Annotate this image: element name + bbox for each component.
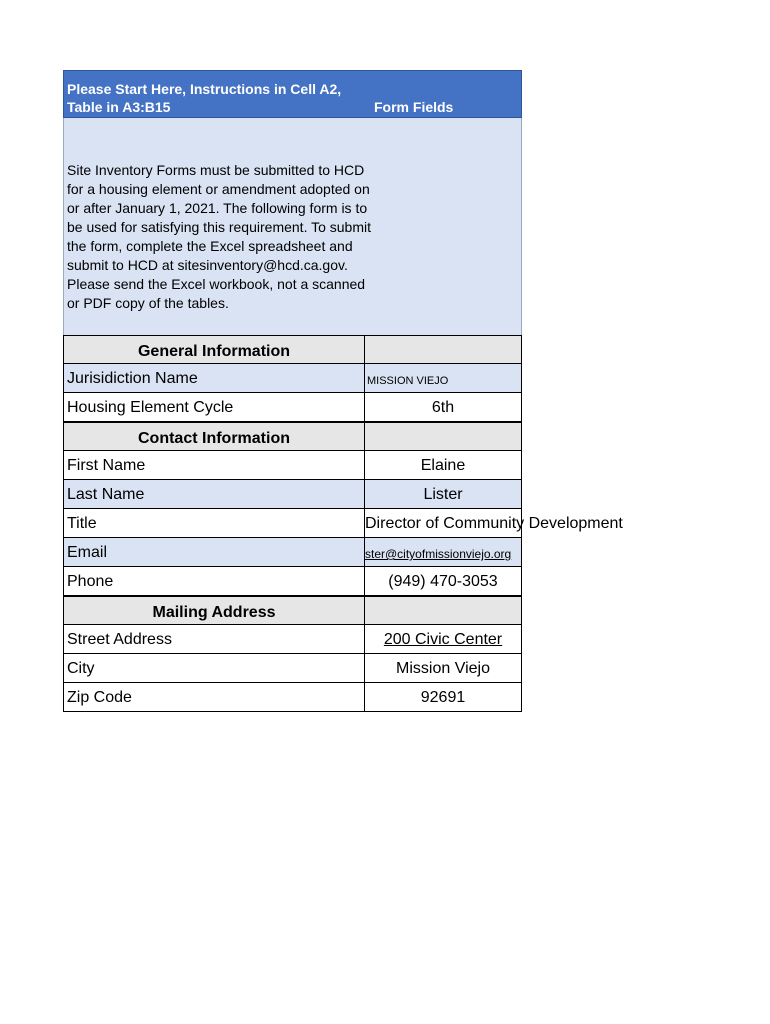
mailing-address-section — [63, 596, 522, 625]
jurisdiction-label: Jurisidiction Name — [63, 364, 365, 392]
instructions-text: Site Inventory Forms must be submitted to HCD for a housing element or amendment adopted on or after January 1, 2021. The following form is to be used for satisfying this requirement. To submit the form, complete the Excel spreadsheet and submit to HCD at sitesinventory@hcd.ca.gov. Please send the Excel workbook, not a scanned or PDF copy of the tables. — [67, 162, 372, 311]
phone-row — [63, 567, 522, 596]
zip-label: Zip Code — [63, 683, 365, 711]
street-field[interactable]: 200 Civic Center — [365, 625, 522, 653]
cycle-field[interactable]: 6th — [365, 393, 522, 421]
cycle-row — [63, 393, 522, 422]
last-name-label: Last Name — [63, 480, 365, 508]
email-row — [63, 538, 522, 567]
last-name-field[interactable]: Lister — [365, 480, 522, 508]
jurisdiction-field[interactable]: MISSION VIEJO — [365, 364, 522, 392]
general-info-section — [63, 335, 522, 364]
instructions-header: Please Start Here, Instructions in Cell A2, Table in A3:B15 — [67, 81, 342, 115]
email-field[interactable] — [365, 538, 522, 566]
first-name-row — [63, 451, 522, 480]
street-label: Street Address — [63, 625, 365, 653]
form-fields-header: Form Fields — [374, 99, 454, 115]
first-name-field[interactable]: Elaine — [365, 451, 522, 479]
contact-info-blank — [365, 423, 522, 450]
city-label: City — [63, 654, 365, 682]
title-label: Title — [63, 509, 365, 537]
jurisdiction-row — [63, 364, 522, 393]
zip-field[interactable]: 92691 — [365, 683, 522, 711]
street-row — [63, 625, 522, 654]
first-name-label: First Name — [63, 451, 365, 479]
phone-label: Phone — [63, 567, 365, 595]
last-name-row — [63, 480, 522, 509]
general-info-title: General Information — [63, 336, 365, 363]
title-row — [63, 509, 623, 538]
title-field[interactable]: Director of Community Development — [365, 509, 522, 537]
zip-row — [63, 683, 522, 712]
general-info-blank — [365, 336, 522, 363]
cycle-label: Housing Element Cycle — [63, 393, 365, 421]
contact-info-title: Contact Information — [63, 423, 365, 450]
instructions-row — [63, 118, 522, 335]
contact-info-section — [63, 422, 522, 451]
site-inventory-form — [63, 70, 623, 712]
email-link[interactable]: ster@cityofmissionviejo.org — [365, 547, 512, 561]
phone-field[interactable]: (949) 470-3053 — [365, 567, 522, 595]
header-row — [63, 70, 522, 118]
city-row — [63, 654, 522, 683]
mailing-address-blank — [365, 597, 522, 624]
mailing-address-title: Mailing Address — [63, 597, 365, 624]
city-field[interactable]: Mission Viejo — [365, 654, 522, 682]
email-label: Email — [63, 538, 365, 566]
